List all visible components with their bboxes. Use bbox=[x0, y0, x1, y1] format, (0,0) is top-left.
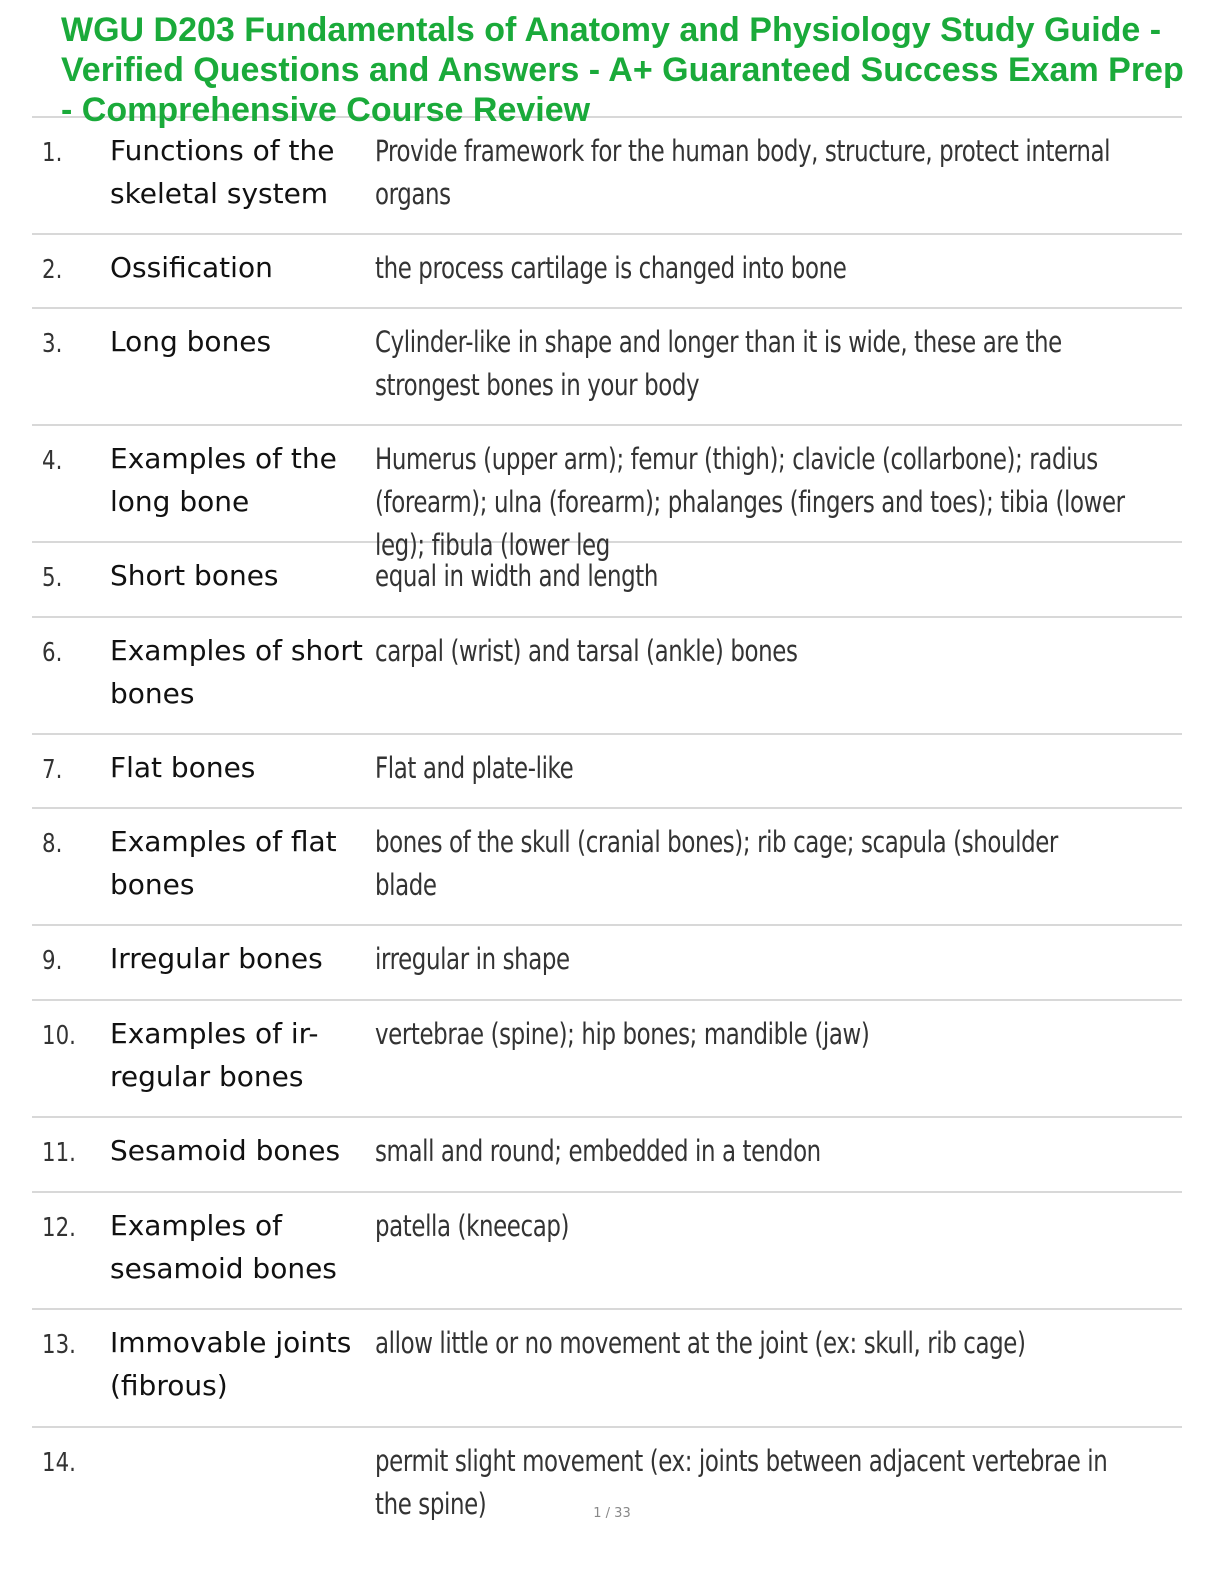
row-number: 10. bbox=[42, 1021, 76, 1051]
flashcard-row bbox=[32, 735, 1182, 809]
row-number: 1. bbox=[42, 138, 63, 168]
row-number: 11. bbox=[42, 1138, 76, 1168]
row-term: Examples of flat bones bbox=[110, 825, 337, 901]
flashcard-row bbox=[32, 1310, 1182, 1428]
row-definition: small and round; embedded in a tendon bbox=[375, 1134, 821, 1168]
flashcard-row bbox=[32, 1118, 1182, 1193]
flashcard-row bbox=[32, 235, 1182, 309]
row-definition: allow little or no movement at the joint (ex: skull, rib cage) bbox=[375, 1326, 1026, 1360]
row-term: Irregular bones bbox=[110, 942, 323, 975]
row-number: 4. bbox=[42, 446, 63, 476]
row-number: 2. bbox=[42, 255, 63, 285]
row-number: 9. bbox=[42, 946, 63, 976]
row-term: Examples of short bones bbox=[110, 634, 363, 710]
row-term: Long bones bbox=[110, 325, 272, 358]
row-definition: equal in width and length bbox=[375, 559, 658, 593]
row-definition: Cylinder-like in shape and longer than it is wide, these are the strongest bones in your body bbox=[375, 325, 1062, 402]
document-title: WGU D203 Fundamentals of Anatomy and Physiology Study Guide - Verified Questions and Answers - A+ Guaranteed Success Exam Prep - Comprehensive Course Review bbox=[61, 11, 1184, 129]
row-definition: patella (kneecap) bbox=[375, 1209, 570, 1243]
flashcard-row bbox=[32, 543, 1182, 618]
row-definition: permit slight movement (ex: joints between adjacent vertebrae in the spine) bbox=[375, 1444, 1108, 1521]
row-term: Examples of the long bone bbox=[110, 442, 337, 518]
row-term: Sesamoid bones bbox=[110, 1134, 341, 1167]
flashcard-row bbox=[32, 309, 1182, 426]
row-number: 13. bbox=[42, 1330, 76, 1360]
row-number: 7. bbox=[42, 755, 63, 785]
row-definition: Humerus (upper arm); femur (thigh); clavicle (collarbone); radius (forearm); ulna (forearm); phalanges (fingers and toes); tibia (lower leg); fibula (lower leg bbox=[375, 442, 1125, 562]
flashcard-row bbox=[32, 426, 1182, 562]
page-indicator: 1 / 33 bbox=[593, 1506, 631, 1521]
row-term: Immovable joints (fibrous) bbox=[110, 1326, 352, 1402]
row-number: 6. bbox=[42, 638, 63, 668]
flashcard-row bbox=[32, 618, 1182, 735]
row-number: 14. bbox=[42, 1448, 76, 1478]
flashcard-row bbox=[32, 926, 1182, 1001]
row-definition: the process cartilage is changed into bone bbox=[375, 251, 847, 285]
row-term: Examples of ir- regular bones bbox=[110, 1017, 319, 1093]
row-definition: bones of the skull (cranial bones); rib cage; scapula (shoulder blade bbox=[375, 825, 1058, 902]
row-number: 12. bbox=[42, 1213, 76, 1243]
row-definition: carpal (wrist) and tarsal (ankle) bones bbox=[375, 634, 798, 668]
flashcard-row bbox=[32, 118, 1182, 235]
row-definition: Flat and plate-like bbox=[375, 751, 574, 785]
flashcard-row bbox=[32, 1193, 1182, 1310]
row-number: 8. bbox=[42, 829, 63, 859]
row-number: 5. bbox=[42, 563, 63, 593]
row-number: 3. bbox=[42, 329, 63, 359]
flashcard-row bbox=[32, 809, 1182, 926]
row-definition: Provide framework for the human body, structure, protect internal organs bbox=[375, 134, 1111, 211]
row-definition: irregular in shape bbox=[375, 942, 570, 976]
row-term: Examples of sesamoid bones bbox=[110, 1209, 337, 1285]
row-definition: vertebrae (spine); hip bones; mandible (jaw) bbox=[375, 1017, 870, 1051]
row-term: Functions of the skeletal system bbox=[110, 134, 335, 210]
row-term: Ossification bbox=[110, 251, 273, 284]
row-term: Short bones bbox=[110, 559, 279, 592]
row-term: Flat bones bbox=[110, 751, 256, 784]
flashcard-row bbox=[32, 1001, 1182, 1118]
